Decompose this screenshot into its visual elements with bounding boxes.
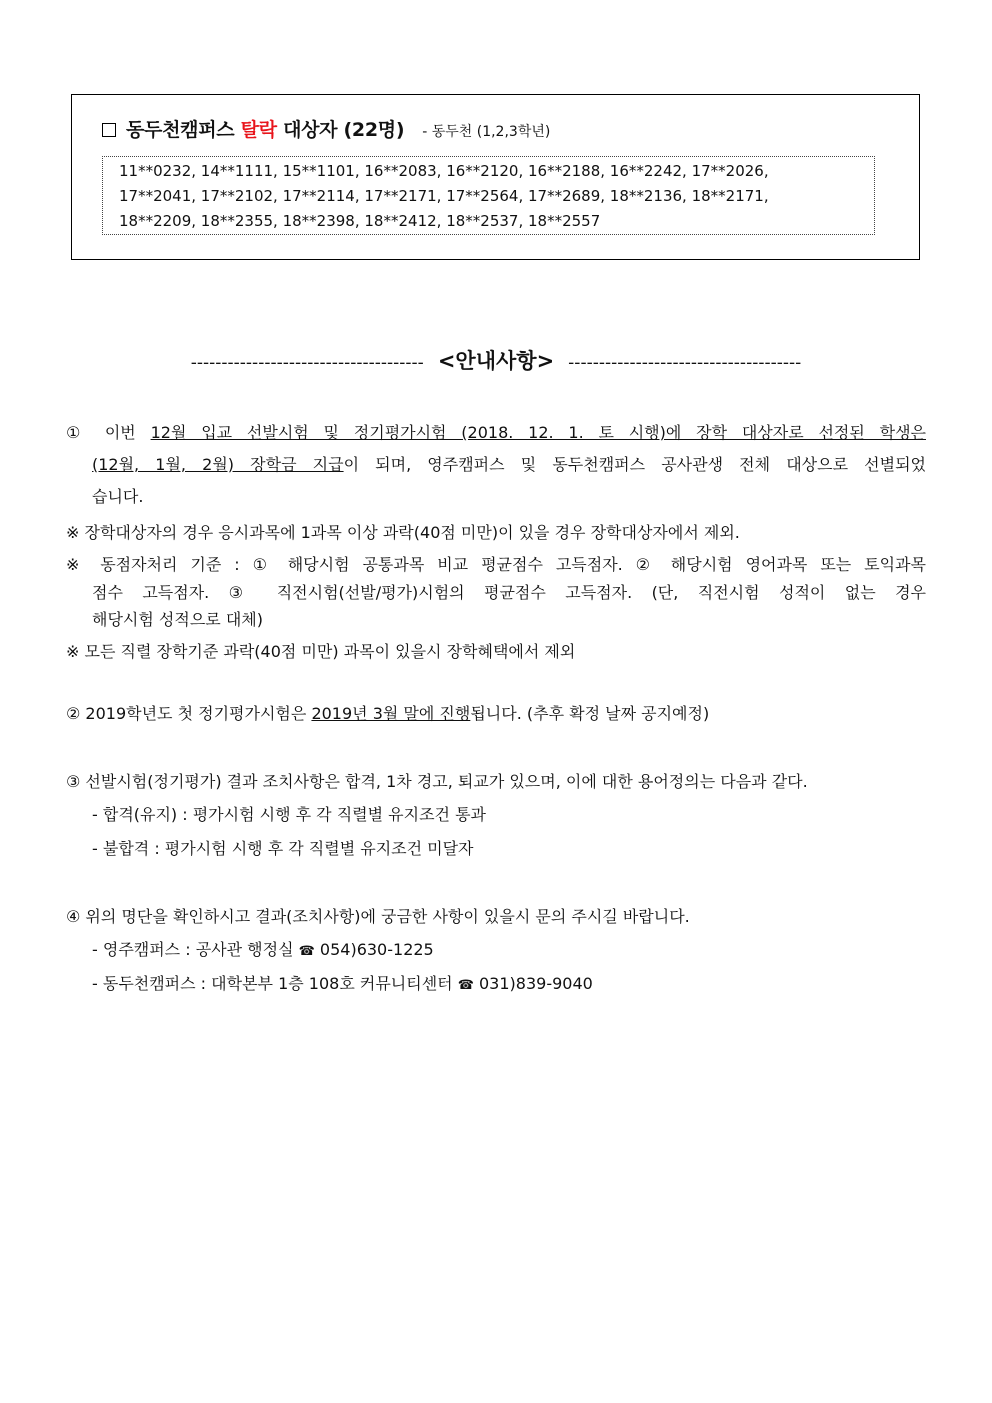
note-exclusion: ※ 장학대상자의 경우 응시과목에 1과목 이상 과락(40점 미만)이 있을 경우 장학대상자에서 제외. <box>66 523 740 542</box>
student-id-line: 18**2209, 18**2355, 18**2398, 18**2412, 18**2537, 18**2557 <box>119 212 601 230</box>
item1-line1: ① 이번 12월 입교 선발시험 및 정기평가시험 (2018. 12. 1. 토 시행)에 장학 대상자로 선정된 학생은 <box>66 423 926 442</box>
dropout-list-subtitle: - 동두천 (1,2,3학년) <box>422 124 551 140</box>
student-id-line: 11**0232, 14**1111, 15**1101, 16**2083, 16**2120, 16**2188, 16**2242, 17**2026, <box>119 162 769 180</box>
exam-date: 2019년 3월 말에 진행 <box>311 704 471 723</box>
note-tiebreak-line2: 점수 고득점자. ③ 직전시험(선발/평가)시험의 평균점수 고득점자. (단, 직전시험 성적이 없는 경우 <box>92 583 926 602</box>
notice-item-2: ② 2019학년도 첫 정기평가시험은 2019년 3월 말에 진행됩니다. (추후 확정 날짜 공지예정) <box>66 704 710 723</box>
note-all-tracks: ※ 모든 직렬 장학기준 과락(40점 미만) 과목이 있을시 장학혜택에서 제외 <box>66 642 576 661</box>
item3-line1: ③ 선발시험(정기평가) 결과 조치사항은 합격, 1차 경고, 퇴교가 있으며, 이에 대한 용어정의는 다음과 같다. <box>66 772 808 791</box>
dropout-list-box <box>71 94 920 260</box>
student-id-list <box>102 156 875 235</box>
contact-yeongju: - 영주캠퍼스 : 공사관 행정실 ☎ 054)630-1225 <box>92 940 434 959</box>
dropout-highlight: 탈락 <box>240 119 277 141</box>
notes-block <box>66 517 926 668</box>
notice-heading <box>0 345 992 375</box>
note-tiebreak-line3: 해당시험 성적으로 대체) <box>92 610 263 629</box>
notice-item-4 <box>66 901 926 1001</box>
divider-left: -------------------------------------- <box>190 353 424 373</box>
checkbox-icon <box>102 123 116 137</box>
dropout-list-title: 동두천캠퍼스 탈락 대상자 (22명) - 동두천 (1,2,3학년) <box>102 115 550 142</box>
item1-line3: 습니다. <box>92 487 144 506</box>
notice-title: <안내사항> <box>437 349 555 373</box>
divider-right: -------------------------------------- <box>568 353 802 373</box>
item1-line2: (12월, 1월, 2월) 장학금 지급이 되며, 영주캠퍼스 및 동두천캠퍼스 공사관생 전체 대상으로 선별되었 <box>92 455 926 474</box>
student-id-line: 17**2041, 17**2102, 17**2114, 17**2171, 17**2564, 17**2689, 18**2136, 18**2171, <box>119 187 769 205</box>
note-tiebreak-line1: ※ 동점자처리 기준 : ① 해당시험 공통과목 비교 평균점수 고득점자. ② 해당시험 영어과목 또는 토익과목 <box>66 555 926 574</box>
contact-dongducheon: - 동두천캠퍼스 : 대학본부 1층 108호 커뮤니티센터 ☎ 031)839-9040 <box>92 974 593 993</box>
notice-item-3 <box>66 766 926 866</box>
item3-fail: - 불합격 : 평가시험 시행 후 각 직렬별 유지조건 미달자 <box>92 839 474 858</box>
phone-icon: ☎ <box>298 944 315 959</box>
notice-item-1 <box>66 417 926 513</box>
item3-pass: - 합격(유지) : 평가시험 시행 후 각 직렬별 유지조건 통과 <box>92 805 486 824</box>
phone-icon: ☎ <box>457 978 474 993</box>
item4-line1: ④ 위의 명단을 확인하시고 결과(조치사항)에 궁금한 사항이 있을시 문의 주시길 바랍니다. <box>66 907 690 926</box>
